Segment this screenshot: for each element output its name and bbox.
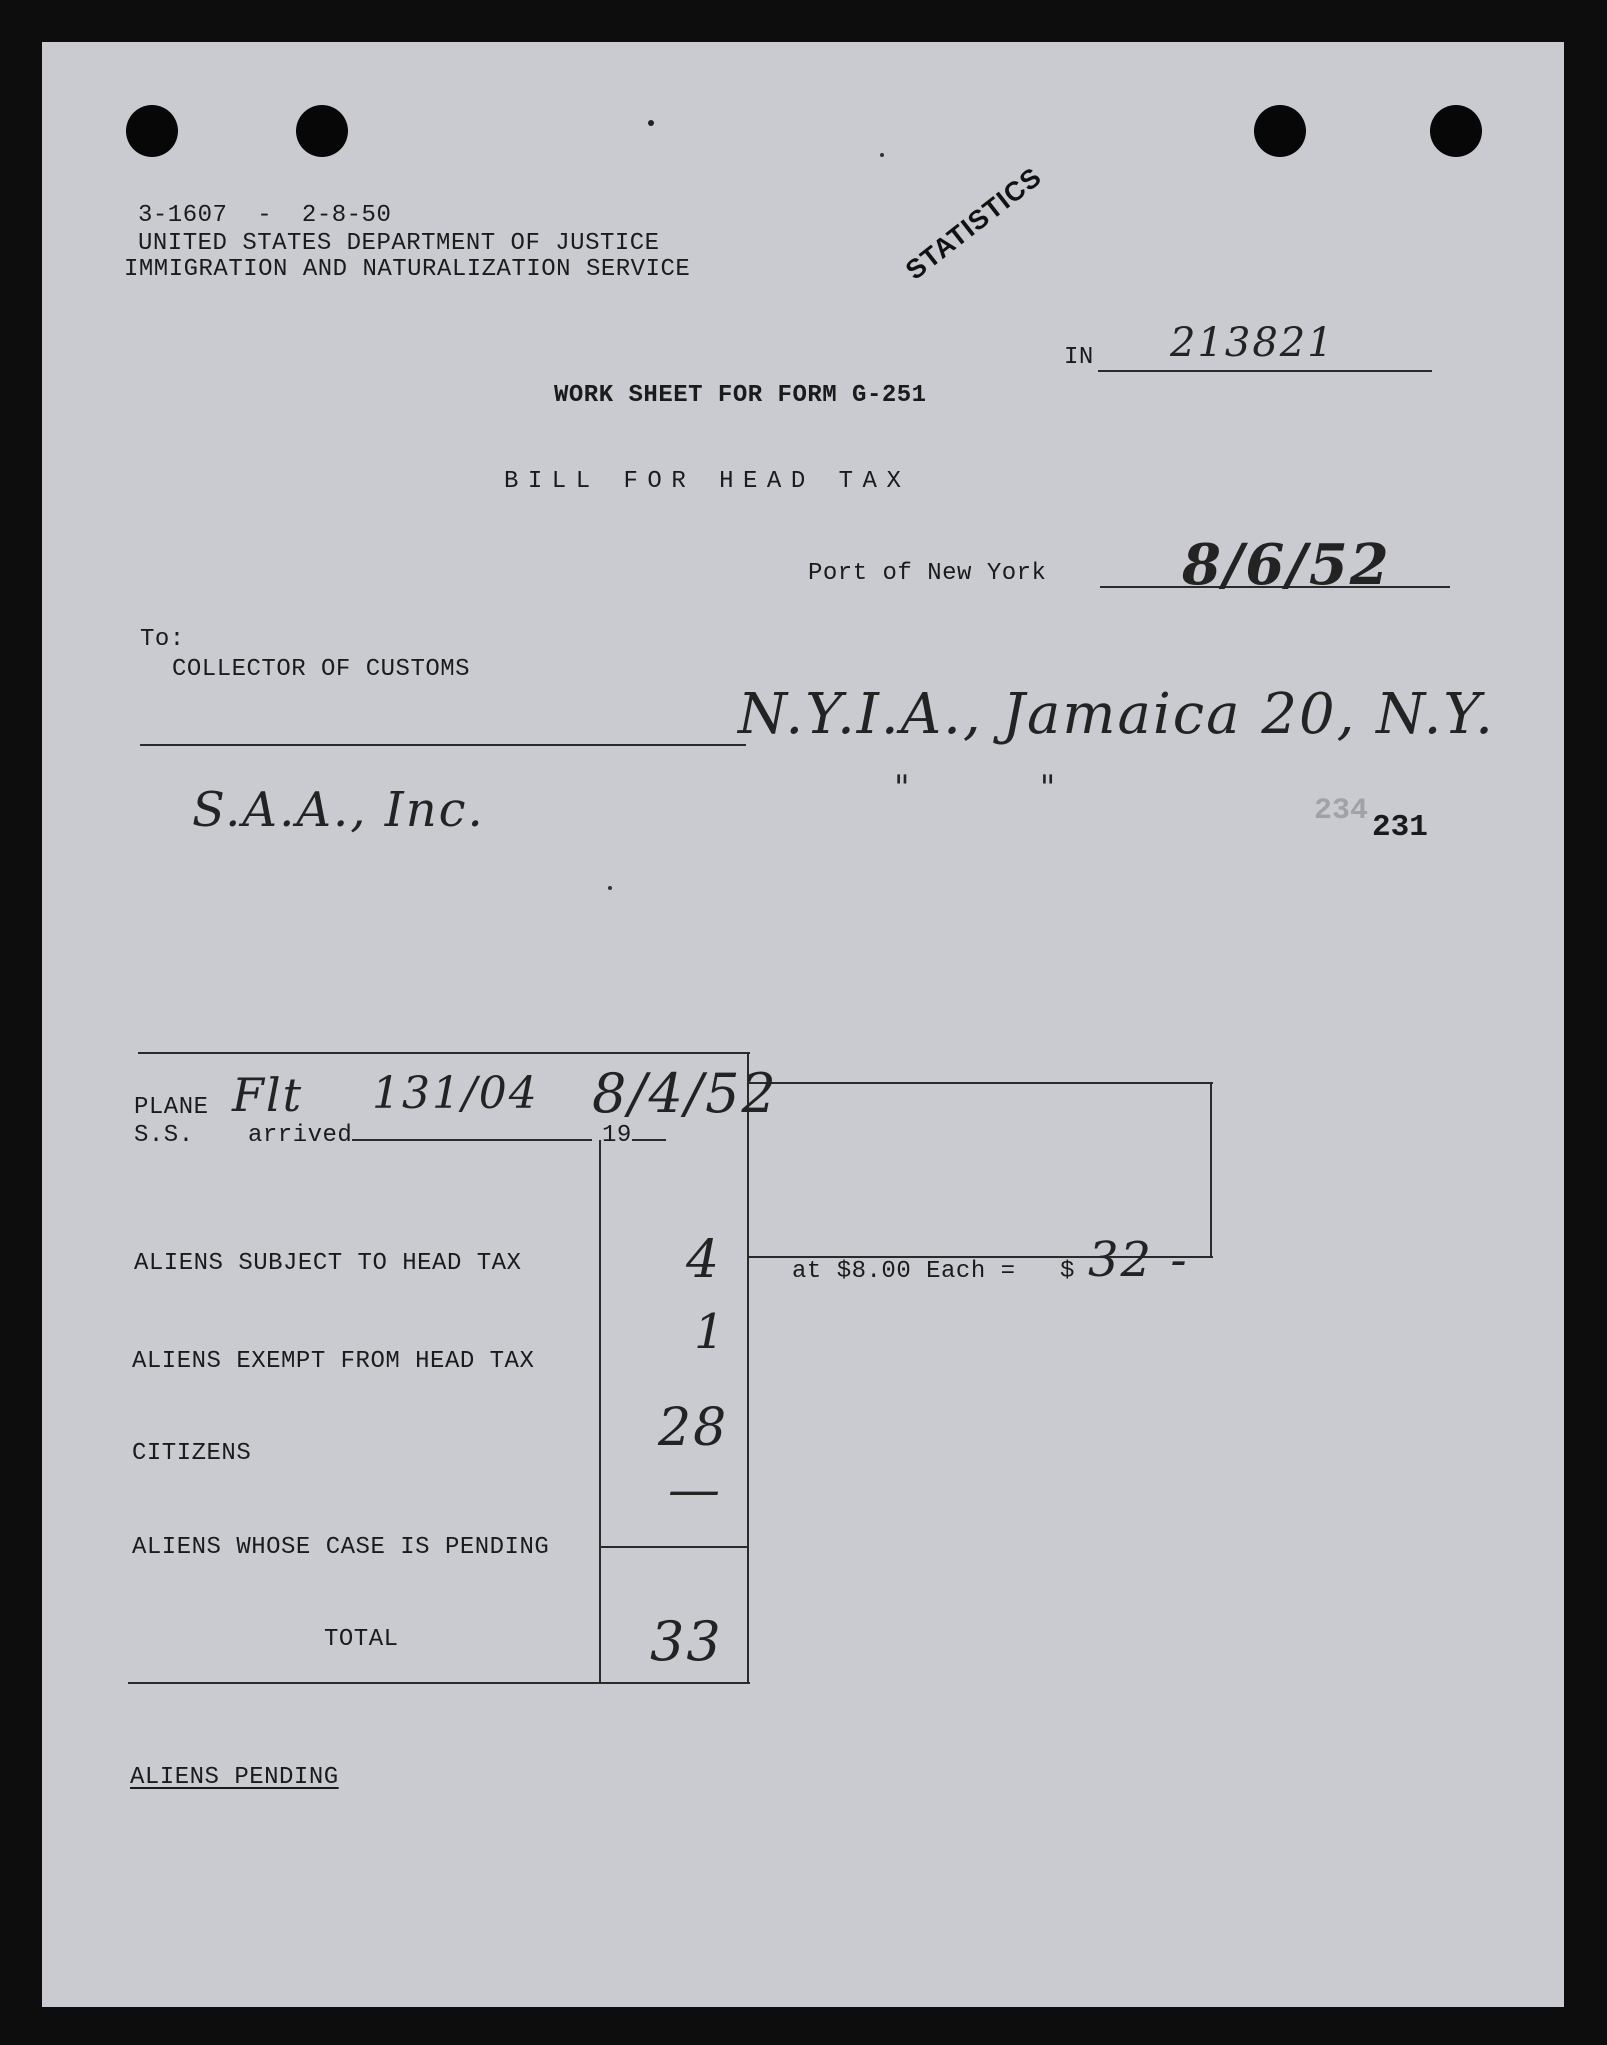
- to-label: To:: [140, 626, 185, 653]
- arrival-date: 8/4/52: [592, 1062, 778, 1125]
- port-date: 8/6/52: [1182, 532, 1391, 598]
- row-label-exempt: ALIENS EXEMPT FROM HEAD TAX: [132, 1348, 535, 1375]
- table-bottom-rule: [128, 1682, 750, 1684]
- row-label-subject: ALIENS SUBJECT TO HEAD TAX: [134, 1250, 522, 1277]
- speck-3: [608, 886, 612, 890]
- struck-number: 234: [1314, 794, 1369, 828]
- plane-label: PLANE: [134, 1094, 209, 1121]
- flight-label: Flt: [232, 1068, 304, 1122]
- statistics-stamp: STATISTICS: [900, 161, 1048, 286]
- row-count-subject: 4: [686, 1230, 722, 1290]
- tax-box-right: [1210, 1082, 1212, 1258]
- aliens-pending-heading: ALIENS PENDING: [130, 1764, 339, 1791]
- tax-currency: $: [1060, 1258, 1075, 1285]
- punch-hole-4: [1430, 105, 1482, 157]
- table-right-border: [747, 1052, 749, 1684]
- port-label: Port of New York: [808, 560, 1047, 587]
- row-count-exempt: 1: [694, 1304, 727, 1360]
- in-number-value: 213821: [1170, 320, 1335, 366]
- table-top-rule: [138, 1052, 750, 1054]
- row-label-pending: ALIENS WHOSE CASE IS PENDING: [132, 1534, 550, 1561]
- flight-number: 131/04: [372, 1068, 539, 1119]
- ditto-marks: " ": [894, 768, 1058, 808]
- ss-label: S.S.: [134, 1122, 194, 1149]
- in-number-line: [1098, 370, 1432, 372]
- punch-hole-3: [1254, 105, 1306, 157]
- total-divider: [600, 1546, 749, 1548]
- row-count-pending: —: [668, 1460, 722, 1520]
- arrived-label: arrived: [248, 1122, 592, 1150]
- year-prefix: 19: [602, 1122, 666, 1150]
- service-name: IMMIGRATION AND NATURALIZATION SERVICE: [124, 256, 691, 283]
- row-count-citizens: 28: [658, 1398, 729, 1458]
- worksheet-title: WORK SHEET FOR FORM G-251: [554, 382, 927, 409]
- form-code: 3-1607 - 2-8-50: [138, 202, 392, 229]
- year-fill-line: [632, 1139, 666, 1141]
- speck-1: [648, 120, 654, 126]
- collector-label: COLLECTOR OF CUSTOMS: [172, 656, 471, 683]
- document-page: [42, 42, 1564, 2007]
- tax-amount: 32 -: [1088, 1232, 1189, 1288]
- collector-location: N.Y.I.A., Jamaica 20, N.Y.: [738, 682, 1495, 747]
- punch-hole-1: [126, 105, 178, 157]
- collector-line: [140, 744, 746, 746]
- row-label-citizens: CITIZENS: [132, 1440, 252, 1467]
- total-count: 33: [650, 1610, 723, 1673]
- tax-box-top: [749, 1082, 1213, 1084]
- total-label: TOTAL: [324, 1626, 399, 1653]
- arrived-fill-line: [352, 1139, 592, 1141]
- department-name: UNITED STATES DEPARTMENT OF JUSTICE: [138, 230, 660, 257]
- tax-rate-text: at $8.00 Each =: [792, 1258, 1016, 1285]
- file-number: 231: [1372, 810, 1428, 845]
- bill-title: BILL FOR HEAD TAX: [504, 468, 911, 495]
- speck-2: [880, 153, 884, 157]
- in-label: IN: [1064, 344, 1094, 371]
- table-count-divider: [599, 1140, 601, 1684]
- company-name: S.A.A., Inc.: [192, 782, 485, 838]
- punch-hole-2: [296, 105, 348, 157]
